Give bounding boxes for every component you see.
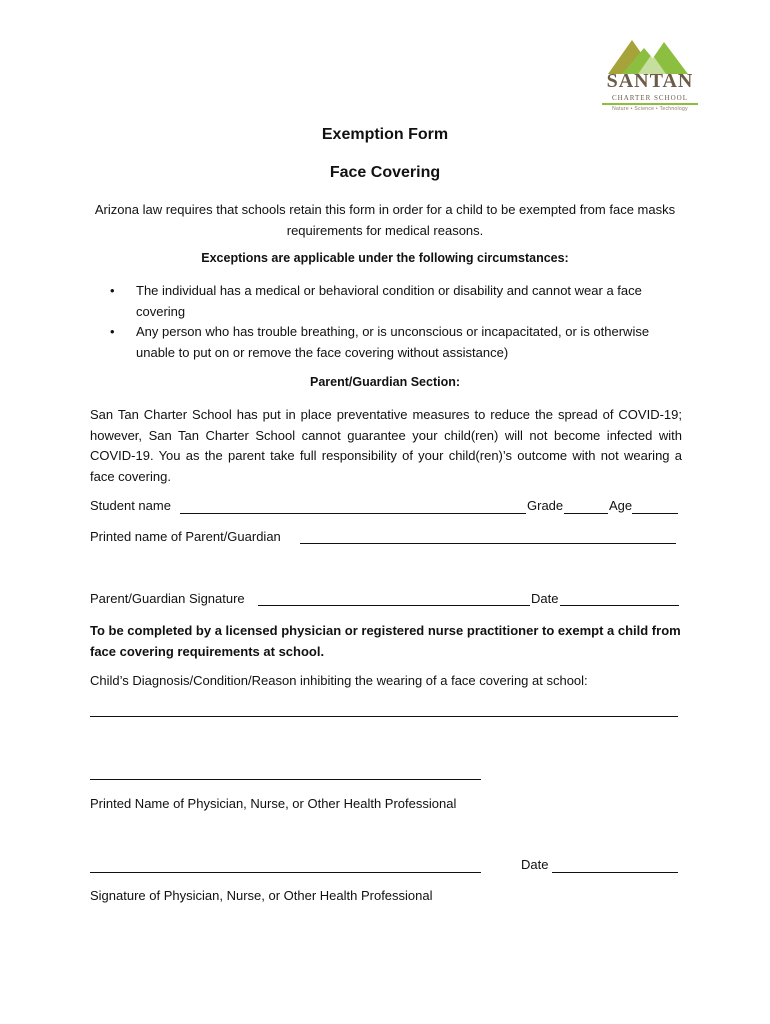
logo-name: SANTAN: [606, 70, 694, 92]
grade-label: Grade: [527, 498, 564, 513]
physician-date-label: Date: [521, 857, 549, 872]
parent-signature-label: Parent/Guardian Signature: [90, 591, 245, 606]
student-name-field[interactable]: [180, 513, 526, 514]
parent-paragraph: San Tan Charter School has put in place preventative measures to reduce the spread of COVID-19; however, San Tan Charter School cannot guarantee your child(ren) will not become infected with COVID-19. You as the parent take full responsibility of your child(ren)’s outcome with not wearing a face covering.: [90, 407, 682, 484]
list-item: [110, 322, 690, 363]
bullet-icon: •: [110, 283, 115, 298]
grade-field[interactable]: [564, 513, 608, 514]
physician-signature-field[interactable]: [90, 872, 481, 873]
exception-text: The individual has a medical or behavioral condition or disability and cannot wear a face covering: [136, 283, 642, 319]
exception-text: Any person who has trouble breathing, or is unconscious or incapacitated, or is otherwise unable to put on or remove the face covering without assistance): [136, 324, 650, 360]
logo-divider: [602, 103, 698, 105]
list-item: [110, 281, 690, 322]
parent-printed-name-label: Printed name of Parent/Guardian: [90, 529, 281, 544]
logo-tagline: Nature • Science • Technology: [612, 106, 688, 112]
form-subtitle: Face Covering: [329, 164, 441, 181]
physician-printed-name-label: Printed Name of Physician, Nurse, or Other Health Professional: [90, 796, 457, 811]
intro-text: Arizona law requires that schools retain this form in order for a child to be exempted from face masks requirements for medical reasons.: [94, 202, 676, 238]
logo-subtitle: CHARTER SCHOOL: [611, 94, 688, 102]
physician-instruction: To be completed by a licensed physician or registered nurse practitioner to exempt a child from face covering requirements at school.: [90, 623, 681, 659]
parent-date-field[interactable]: [560, 605, 679, 606]
exceptions-list: [110, 281, 690, 363]
parent-printed-name-field[interactable]: [300, 543, 676, 544]
parent-signature-field[interactable]: [258, 605, 530, 606]
physician-printed-name-field[interactable]: [90, 779, 481, 780]
diagnosis-field[interactable]: [90, 716, 678, 717]
exceptions-heading: Exceptions are applicable under the following circumstances:: [201, 251, 569, 265]
physician-date-field[interactable]: [552, 872, 678, 873]
santan-logo: [598, 38, 702, 116]
age-label: Age: [609, 498, 633, 513]
physician-signature-label: Signature of Physician, Nurse, or Other Health Professional: [90, 888, 433, 903]
form-title: Exemption Form: [321, 126, 449, 143]
parent-date-label: Date: [531, 591, 559, 606]
age-field[interactable]: [632, 513, 678, 514]
student-name-label: Student name: [90, 498, 171, 513]
diagnosis-label: Child’s Diagnosis/Condition/Reason inhibiting the wearing of a face covering at school:: [90, 673, 588, 688]
bullet-icon: •: [110, 324, 115, 339]
parent-section-heading: Parent/Guardian Section:: [309, 375, 461, 389]
